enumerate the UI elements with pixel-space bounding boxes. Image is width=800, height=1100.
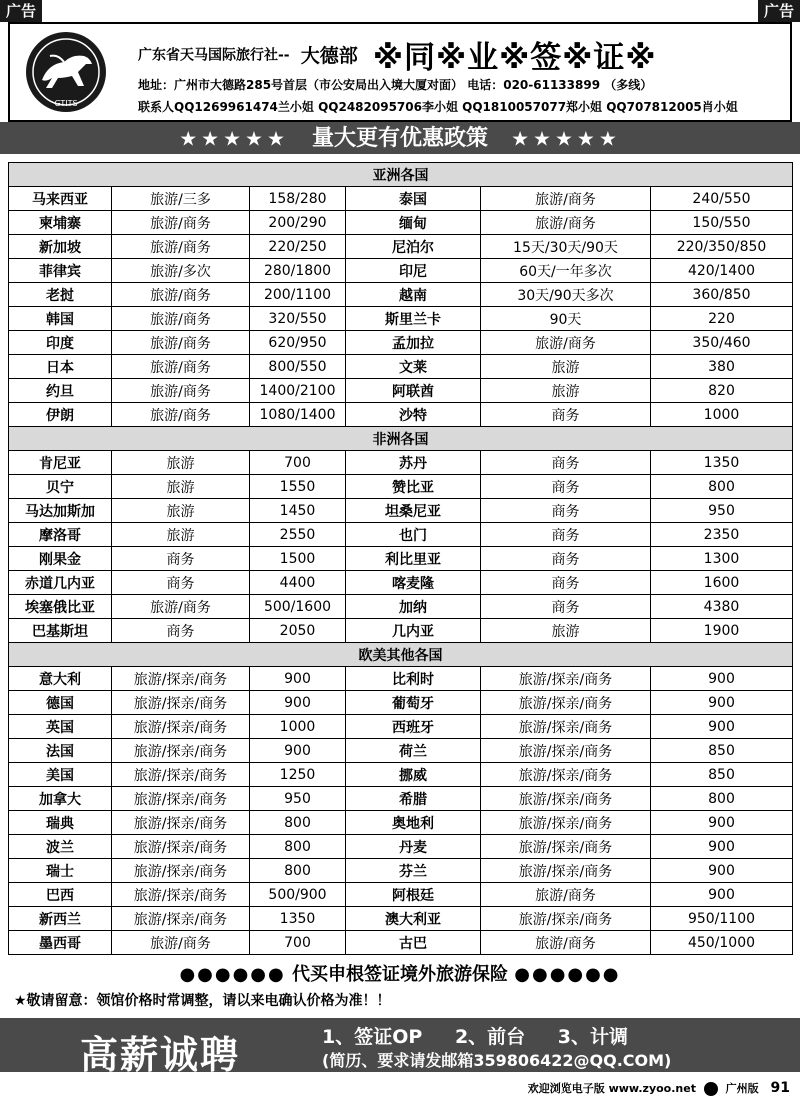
country-cell: 韩国 [9, 307, 112, 331]
visa-type-cell: 旅游/探亲/商务 [481, 763, 651, 787]
country-cell: 挪威 [346, 763, 481, 787]
visa-type-cell: 商务 [481, 595, 651, 619]
table-row [9, 547, 793, 571]
price-cell: 320/550 [250, 307, 346, 331]
table-row [9, 811, 793, 835]
price-cell: 900 [250, 667, 346, 691]
visa-type-cell: 旅游 [481, 619, 651, 643]
visa-type-cell: 旅游/探亲/商务 [481, 739, 651, 763]
promo-stars-left: ★★★★★ [179, 126, 289, 151]
visa-type-cell: 旅游/探亲/商务 [112, 859, 250, 883]
price-cell: 1000 [651, 403, 793, 427]
visa-type-cell: 旅游/探亲/商务 [112, 811, 250, 835]
price-cell: 1300 [651, 547, 793, 571]
country-cell: 摩洛哥 [9, 523, 112, 547]
price-cell: 900 [651, 811, 793, 835]
table-row [9, 835, 793, 859]
country-cell: 法国 [9, 739, 112, 763]
country-cell: 新西兰 [9, 907, 112, 931]
price-cell: 200/290 [250, 211, 346, 235]
visa-type-cell: 旅游/探亲/商务 [481, 811, 651, 835]
visa-type-cell: 旅游/商务 [481, 931, 651, 955]
country-cell: 希腊 [346, 787, 481, 811]
price-cell: 220 [651, 307, 793, 331]
country-cell: 老挝 [9, 283, 112, 307]
visa-type-cell: 15天/30天/90天 [481, 235, 651, 259]
visa-type-cell: 旅游 [112, 451, 250, 475]
price-cell: 800 [651, 787, 793, 811]
price-cell: 850 [651, 739, 793, 763]
visa-type-cell: 旅游/探亲/商务 [112, 739, 250, 763]
country-cell: 菲律宾 [9, 259, 112, 283]
visa-type-cell: 旅游 [112, 475, 250, 499]
price-cell: 1350 [651, 451, 793, 475]
position-item: 3、计调 [557, 1026, 629, 1048]
visa-type-cell: 旅游/三多 [112, 187, 250, 211]
slogan: ※同※业※签※证※ [372, 40, 657, 76]
visa-type-cell: 旅游/商务 [112, 931, 250, 955]
table-row [9, 907, 793, 931]
edition-badge-icon [704, 1082, 718, 1096]
price-cell: 950 [250, 787, 346, 811]
price-cell: 950 [651, 499, 793, 523]
country-cell: 也门 [346, 523, 481, 547]
visa-type-cell: 旅游 [112, 523, 250, 547]
price-cell: 500/1600 [250, 595, 346, 619]
visa-type-cell: 旅游/探亲/商务 [112, 715, 250, 739]
country-cell: 意大利 [9, 667, 112, 691]
page-number: 91 [770, 1080, 790, 1096]
visa-type-cell: 商务 [481, 547, 651, 571]
country-cell: 缅甸 [346, 211, 481, 235]
country-cell: 肯尼亚 [9, 451, 112, 475]
country-cell: 阿根廷 [346, 883, 481, 907]
country-cell: 越南 [346, 283, 481, 307]
table-row [9, 403, 793, 427]
country-cell: 瑞典 [9, 811, 112, 835]
country-cell: 伊朗 [9, 403, 112, 427]
country-cell: 加纳 [346, 595, 481, 619]
table-row [9, 451, 793, 475]
country-cell: 瑞士 [9, 859, 112, 883]
price-cell: 500/900 [250, 883, 346, 907]
visa-type-cell: 商务 [112, 547, 250, 571]
visa-price-table [8, 162, 793, 955]
department-name: 大德部 [300, 45, 358, 67]
visa-type-cell: 旅游/探亲/商务 [112, 691, 250, 715]
insurance-dots-left: ●●●●●● [179, 964, 286, 985]
price-cell: 1000 [250, 715, 346, 739]
country-cell: 波兰 [9, 835, 112, 859]
table-row [9, 787, 793, 811]
country-cell: 英国 [9, 715, 112, 739]
price-cell: 1350 [250, 907, 346, 931]
table-row [9, 355, 793, 379]
country-cell: 德国 [9, 691, 112, 715]
visa-price-table-wrap [8, 162, 792, 955]
visa-type-cell: 旅游/多次 [112, 259, 250, 283]
country-cell: 荷兰 [346, 739, 481, 763]
visa-type-cell: 商务 [112, 619, 250, 643]
visa-type-cell: 旅游/商务 [112, 595, 250, 619]
table-row [9, 763, 793, 787]
visa-type-cell: 60天/一年多次 [481, 259, 651, 283]
position-item: 2、前台 [454, 1026, 526, 1048]
country-cell: 孟加拉 [346, 331, 481, 355]
price-cell: 900 [250, 739, 346, 763]
country-cell: 奥地利 [346, 811, 481, 835]
table-row [9, 235, 793, 259]
section-title: 亚洲各国 [9, 163, 793, 187]
price-cell: 2050 [250, 619, 346, 643]
visa-type-cell: 旅游/探亲/商务 [481, 691, 651, 715]
visa-type-cell: 旅游/探亲/商务 [481, 907, 651, 931]
country-cell: 沙特 [346, 403, 481, 427]
visa-type-cell: 旅游/探亲/商务 [481, 787, 651, 811]
price-cell: 1450 [250, 499, 346, 523]
visa-type-cell: 旅游/探亲/商务 [481, 859, 651, 883]
visa-type-cell: 旅游/商务 [481, 187, 651, 211]
visa-type-cell: 90天 [481, 307, 651, 331]
footer-text: 欢迎浏览电子版 www.zyoo.net [527, 1082, 696, 1095]
section-header-row [9, 643, 793, 667]
position-item: 1、签证OP [322, 1026, 423, 1048]
table-row [9, 667, 793, 691]
price-cell: 820 [651, 379, 793, 403]
country-cell: 坦桑尼亚 [346, 499, 481, 523]
country-cell: 喀麦隆 [346, 571, 481, 595]
country-cell: 马达加斯加 [9, 499, 112, 523]
section-title: 欧美其他各国 [9, 643, 793, 667]
visa-type-cell: 商务 [481, 403, 651, 427]
country-cell: 斯里兰卡 [346, 307, 481, 331]
country-cell: 巴西 [9, 883, 112, 907]
country-cell: 加拿大 [9, 787, 112, 811]
price-cell: 1550 [250, 475, 346, 499]
table-row [9, 331, 793, 355]
country-cell: 利比里亚 [346, 547, 481, 571]
price-cell: 700 [250, 451, 346, 475]
country-cell: 泰国 [346, 187, 481, 211]
price-cell: 1400/2100 [250, 379, 346, 403]
price-cell: 800 [250, 811, 346, 835]
section-header-row [9, 427, 793, 451]
country-cell: 约旦 [9, 379, 112, 403]
price-cell: 280/1800 [250, 259, 346, 283]
country-cell: 美国 [9, 763, 112, 787]
price-cell: 4400 [250, 571, 346, 595]
table-row [9, 523, 793, 547]
country-cell: 印度 [9, 331, 112, 355]
table-row [9, 259, 793, 283]
price-cell: 150/550 [651, 211, 793, 235]
visa-type-cell: 旅游/商务 [481, 883, 651, 907]
country-cell: 日本 [9, 355, 112, 379]
table-row [9, 307, 793, 331]
visa-type-cell: 旅游/商务 [481, 211, 651, 235]
price-cell: 4380 [651, 595, 793, 619]
country-cell: 赤道几内亚 [9, 571, 112, 595]
visa-type-cell: 旅游 [481, 355, 651, 379]
visa-type-cell: 旅游/探亲/商务 [112, 787, 250, 811]
table-row [9, 859, 793, 883]
country-cell: 赞比亚 [346, 475, 481, 499]
ad-tag-left: 广告 [0, 0, 42, 22]
company-header [8, 22, 792, 122]
country-cell: 刚果金 [9, 547, 112, 571]
country-cell: 马来西亚 [9, 187, 112, 211]
price-cell: 1500 [250, 547, 346, 571]
table-row [9, 595, 793, 619]
section-header-row [9, 163, 793, 187]
visa-type-cell: 旅游/探亲/商务 [112, 763, 250, 787]
table-row [9, 619, 793, 643]
contacts: 联系人QQ1269961474兰小姐 QQ2482095706李小姐 QQ1810057077郑小姐 QQ707812005肖小姐 [138, 100, 738, 114]
page-footer [528, 1080, 790, 1096]
country-cell: 几内亚 [346, 619, 481, 643]
table-row [9, 499, 793, 523]
price-cell: 700 [250, 931, 346, 955]
visa-type-cell: 旅游/商务 [112, 355, 250, 379]
price-cell: 850 [651, 763, 793, 787]
price-cell: 800 [651, 475, 793, 499]
price-cell: 800 [250, 835, 346, 859]
svg-text:GTITS: GTITS [54, 99, 78, 108]
recruit-email: (简历、要求请发邮箱359806422@QQ.COM) [322, 1051, 672, 1070]
country-cell: 贝宁 [9, 475, 112, 499]
price-cell: 200/1100 [250, 283, 346, 307]
visa-type-cell: 旅游/商务 [112, 403, 250, 427]
price-cell: 1900 [651, 619, 793, 643]
visa-type-cell: 旅游/商务 [112, 331, 250, 355]
table-row [9, 739, 793, 763]
price-cell: 1250 [250, 763, 346, 787]
price-notice: ★敬请留意：领馆价格时常调整，请以来电确认价格为准！！ [14, 993, 391, 1009]
price-cell: 900 [651, 715, 793, 739]
visa-type-cell: 旅游/商务 [112, 379, 250, 403]
price-cell: 620/950 [250, 331, 346, 355]
promo-text: 量大更有优惠政策 [311, 125, 488, 151]
table-row [9, 931, 793, 955]
price-cell: 900 [651, 667, 793, 691]
table-row [9, 883, 793, 907]
insurance-dots-right: ●●●●●● [514, 964, 621, 985]
ad-tag-right: 广告 [758, 0, 800, 22]
table-row [9, 715, 793, 739]
price-cell: 350/460 [651, 331, 793, 355]
insurance-banner [0, 960, 800, 986]
table-row [9, 475, 793, 499]
visa-type-cell: 商务 [481, 523, 651, 547]
country-cell: 葡萄牙 [346, 691, 481, 715]
visa-type-cell: 旅游/探亲/商务 [112, 883, 250, 907]
country-cell: 尼泊尔 [346, 235, 481, 259]
price-cell: 220/350/850 [651, 235, 793, 259]
visa-type-cell: 旅游/商务 [112, 211, 250, 235]
price-cell: 900 [651, 859, 793, 883]
price-cell: 1600 [651, 571, 793, 595]
country-cell: 澳大利亚 [346, 907, 481, 931]
country-cell: 古巴 [346, 931, 481, 955]
price-cell: 950/1100 [651, 907, 793, 931]
price-cell: 360/850 [651, 283, 793, 307]
price-cell: 420/1400 [651, 259, 793, 283]
price-cell: 450/1000 [651, 931, 793, 955]
table-row [9, 571, 793, 595]
price-cell: 220/250 [250, 235, 346, 259]
table-row [9, 187, 793, 211]
company-name: 广东省天马国际旅行社-- [138, 47, 290, 64]
recruit-banner [0, 1018, 800, 1077]
price-cell: 1080/1400 [250, 403, 346, 427]
price-cell: 800 [250, 859, 346, 883]
country-cell: 比利时 [346, 667, 481, 691]
country-cell: 埃塞俄比亚 [9, 595, 112, 619]
visa-type-cell: 旅游/探亲/商务 [481, 667, 651, 691]
footer-edition: 广州版 [725, 1082, 759, 1095]
visa-type-cell: 30天/90天多次 [481, 283, 651, 307]
visa-type-cell: 商务 [481, 451, 651, 475]
table-row [9, 211, 793, 235]
country-cell: 芬兰 [346, 859, 481, 883]
visa-type-cell: 旅游/探亲/商务 [112, 667, 250, 691]
price-cell: 158/280 [250, 187, 346, 211]
table-row [9, 283, 793, 307]
country-cell: 新加坡 [9, 235, 112, 259]
table-row [9, 379, 793, 403]
country-cell: 苏丹 [346, 451, 481, 475]
country-cell: 柬埔寨 [9, 211, 112, 235]
price-cell: 2550 [250, 523, 346, 547]
section-title: 非洲各国 [9, 427, 793, 451]
visa-type-cell: 商务 [481, 499, 651, 523]
price-cell: 240/550 [651, 187, 793, 211]
visa-type-cell: 旅游 [481, 379, 651, 403]
country-cell: 文莱 [346, 355, 481, 379]
table-row [9, 691, 793, 715]
visa-type-cell: 旅游/商务 [112, 283, 250, 307]
insurance-text: 代买申根签证境外旅游保险 [292, 964, 508, 985]
company-logo [14, 28, 118, 116]
recruit-positions [322, 1022, 654, 1049]
visa-type-cell: 旅游/探亲/商务 [112, 835, 250, 859]
visa-type-cell: 商务 [112, 571, 250, 595]
visa-type-cell: 旅游 [112, 499, 250, 523]
visa-type-cell: 旅游/探亲/商务 [112, 907, 250, 931]
price-cell: 900 [651, 883, 793, 907]
visa-type-cell: 旅游/商务 [481, 331, 651, 355]
price-cell: 900 [250, 691, 346, 715]
country-cell: 丹麦 [346, 835, 481, 859]
visa-type-cell: 旅游/探亲/商务 [481, 835, 651, 859]
promo-stars-right: ★★★★★ [511, 126, 621, 151]
country-cell: 巴基斯坦 [9, 619, 112, 643]
price-cell: 380 [651, 355, 793, 379]
country-cell: 阿联酋 [346, 379, 481, 403]
country-cell: 印尼 [346, 259, 481, 283]
recruit-title: 高薪诚聘 [80, 1033, 241, 1077]
visa-type-cell: 商务 [481, 571, 651, 595]
visa-type-cell: 旅游/商务 [112, 235, 250, 259]
price-cell: 2350 [651, 523, 793, 547]
price-cell: 900 [651, 691, 793, 715]
promo-banner [0, 122, 800, 154]
price-cell: 900 [651, 835, 793, 859]
address-phone: 地址：广州市大德路285号首层（市公安局出入境大厦对面） 电话：020-61133899 （多线） [138, 78, 653, 92]
price-cell: 800/550 [250, 355, 346, 379]
visa-type-cell: 旅游/商务 [112, 307, 250, 331]
visa-type-cell: 商务 [481, 475, 651, 499]
country-cell: 墨西哥 [9, 931, 112, 955]
visa-type-cell: 旅游/探亲/商务 [481, 715, 651, 739]
country-cell: 西班牙 [346, 715, 481, 739]
